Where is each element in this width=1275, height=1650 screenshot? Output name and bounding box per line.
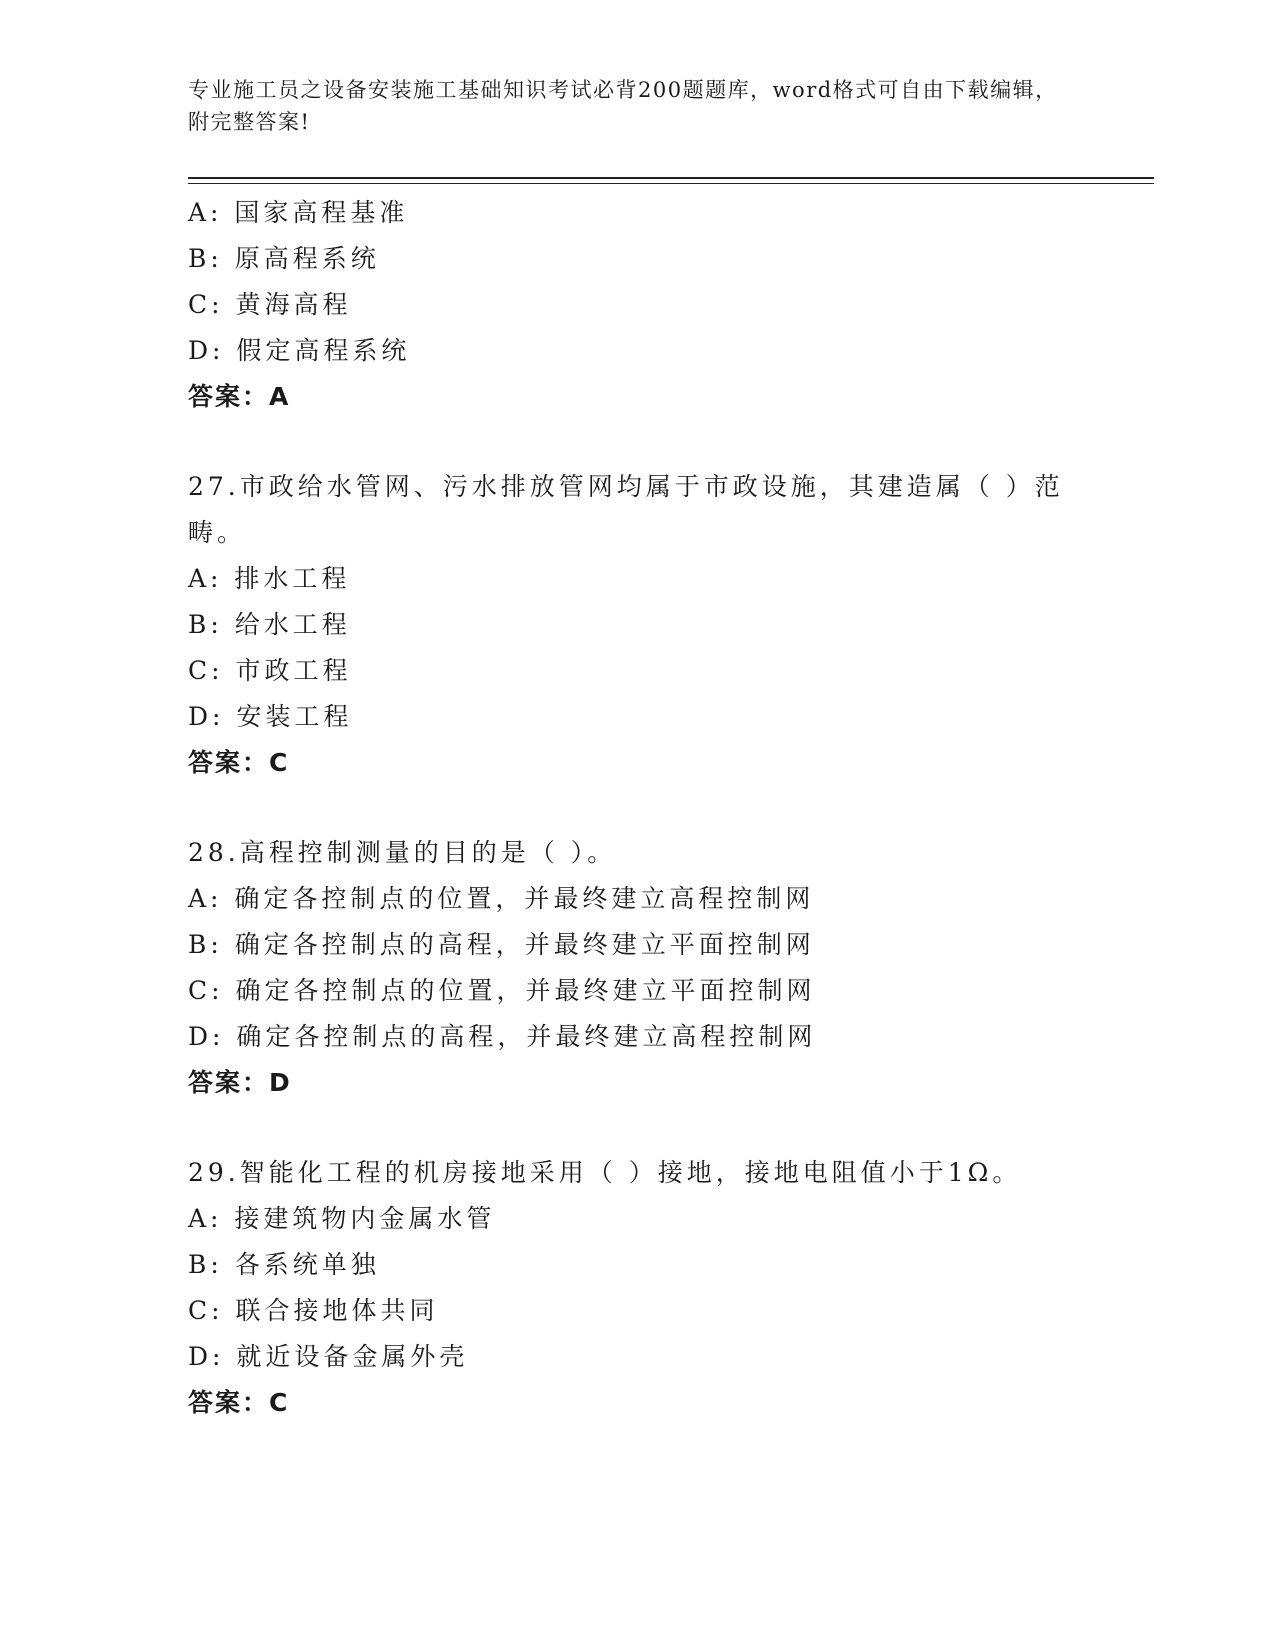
question-text: 29.智能化工程的机房接地采用（ ）接地，接地电阻值小于1Ω。	[188, 1158, 1022, 1187]
option-b: B: 给水工程	[188, 610, 351, 639]
spacer	[188, 786, 1088, 830]
option-d: D: 假定高程系统	[188, 336, 411, 365]
spacer	[188, 420, 1088, 464]
option-b: B: 确定各控制点的高程，并最终建立平面控制网	[188, 930, 815, 959]
document-header: 专业施工员之设备安装施工基础知识考试必背200题题库，word格式可自由下载编辑，附完整答案!	[188, 78, 1058, 134]
question-block-28	[188, 830, 1088, 1106]
question-block-26	[188, 190, 1088, 420]
header-rule-thin	[188, 183, 1154, 184]
question-list	[188, 190, 1088, 1426]
spacer	[188, 1106, 1088, 1150]
question-text: 27.市政给水管网、污水排放管网均属于市政设施，其建造属（ ）范畴。	[188, 472, 1064, 547]
option-a: A: 接建筑物内金属水管	[188, 1204, 496, 1233]
header-rule-thick	[188, 177, 1154, 179]
option-d: D: 安装工程	[188, 702, 353, 731]
option-c: C: 联合接地体共同	[188, 1296, 439, 1325]
question-block-29	[188, 1150, 1088, 1426]
question-text: 28.高程控制测量的目的是（ ）。	[188, 838, 617, 867]
option-c: C: 黄海高程	[188, 290, 352, 319]
question-block-27	[188, 464, 1088, 786]
option-a: A: 排水工程	[188, 564, 351, 593]
option-d: D: 确定各控制点的高程，并最终建立高程控制网	[188, 1022, 817, 1051]
answer-line: 答案：A	[188, 382, 291, 411]
option-b: B: 各系统单独	[188, 1250, 380, 1279]
answer-line: 答案：C	[188, 748, 290, 777]
answer-line: 答案：D	[188, 1068, 292, 1097]
answer-line: 答案：C	[188, 1388, 290, 1417]
option-d: D: 就近设备金属外壳	[188, 1342, 469, 1371]
option-a: A: 国家高程基准	[188, 198, 409, 227]
option-b: B: 原高程系统	[188, 244, 380, 273]
option-c: C: 确定各控制点的位置，并最终建立平面控制网	[188, 976, 816, 1005]
option-a: A: 确定各控制点的位置，并最终建立高程控制网	[188, 884, 815, 913]
option-c: C: 市政工程	[188, 656, 352, 685]
